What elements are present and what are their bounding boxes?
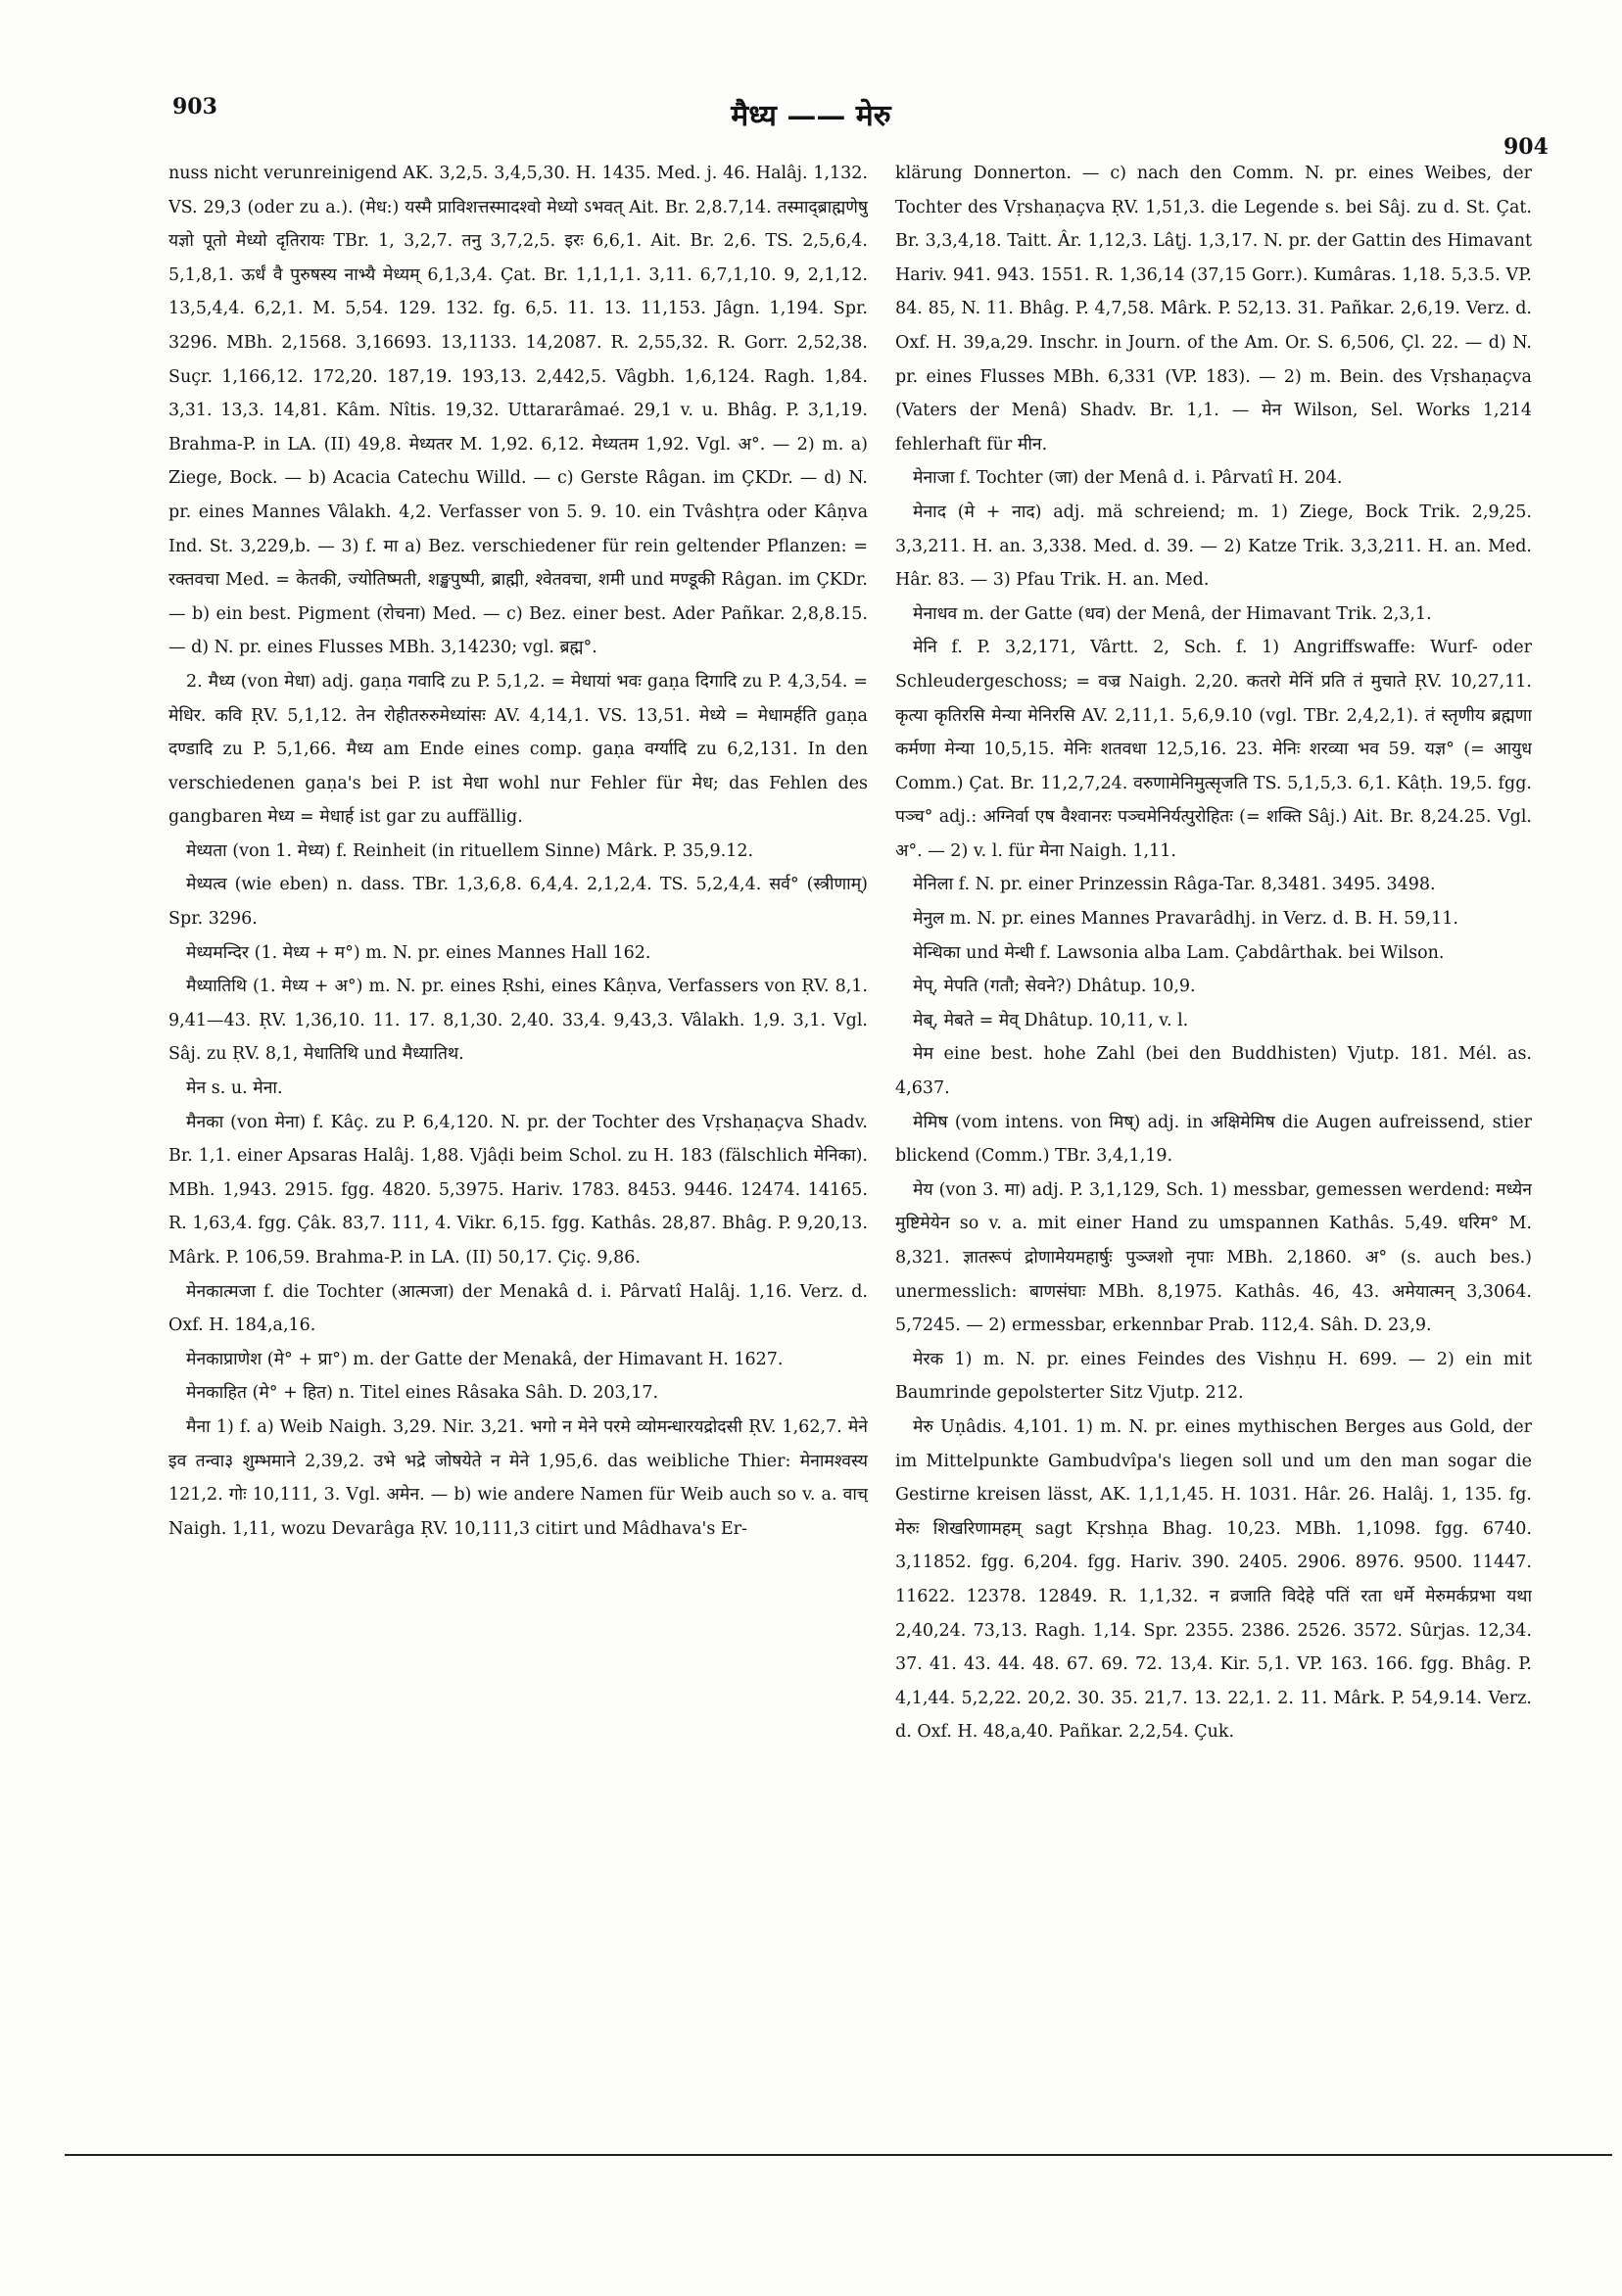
dictionary-entry: मेनाद (मे + नाद) adj. mä schreiend; m. 1) Ziege, Bock Trik. 2,9,25. 3,3,211. H. an. 3,338. Med. d. 39. — 2) Katze Trik. 3,3,211. H. an. Med. Hâr. 83. — 3) Pfau Trik. H. an. Med. <box>895 502 1532 591</box>
dictionary-entry: मेनकात्मजा f. die Tochter (आत्मजा) der Menakâ d. i. Pârvatî Halâj. 1,16. Verz. d. Oxf. H. 184,a,16. <box>168 1281 868 1336</box>
dictionary-entry: मेध्यत्व (wie eben) n. dass. TBr. 1,3,6,8. 6,4,4. 2,1,2,4. TS. 5,2,4,4. सर्व° (स्त्रीणाम्) Spr. 3296. <box>168 875 868 930</box>
dictionary-entry: मेप्, मेपति (गतौ; सेवने?) Dhâtup. 10,9. <box>913 977 1196 997</box>
dictionary-entry: मेनुल m. N. pr. eines Mannes Pravarâdhj. in Verz. d. B. H. 59,11. <box>913 909 1458 930</box>
dictionary-entry: klärung Donnerton. — c) nach den Comm. N. pr. eines Weibes, der Tochter des Vṛshaṇaçva ṚV. 1,51,3. die Legende s. bei Sâj. zu d. St. Çat. Br. 3,3,4,18. Taitt. Âr. 1,12,3. Lâṭj. 1,3,17. N. pr. der Gattin des Himavant Hariv. 941. 943. 1551. R. 1,36,14 (37,15 Gorr.). Kumâras. 1,18. 5,3.5. VP. 84. 85, N. 11. Bhâg. P. 4,7,58. Mârk. P. 52,13. 31. Pañkar. 2,6,19. Verz. d. Oxf. H. 39,a,29. Inschr. in Journ. of the Am. Or. S. 6,506, Çl. 22. — d) N. pr. eines Flusses MBh. 6,331 (VP. 183). — 2) m. Bein. des Vṛshaṇaçva (Vaters der Menâ) Shadv. Br. 1,1. — मेन Wilson, Sel. Works 1,214 fehlerhaft für मीन. <box>895 164 1532 454</box>
dictionary-entry: मेरक 1) m. N. pr. eines Feindes des Vishṇu H. 699. — 2) ein mit Baumrinde gepolsterter Sitz Vjutp. 212. <box>895 1349 1532 1404</box>
dictionary-entry: मेनि f. P. 3,2,171, Vârtt. 2, Sch. f. 1) Angriffswaffe: Wurf- oder Schleudergeschoss; = वज्र Naigh. 2,20. कतरो मेनिं प्रति तं मुचाते ṚV. 10,27,11. कृत्या कृतिरसि मेन्या मेनिरसि AV. 2,11,1. 5,6,9.10 (vgl. TBr. 2,4,2,1). तं स्तृणीय ब्रह्मणा कर्मणा मेन्या 10,5,15. मेनिः शतवधा 12,5,16. 23. मेनिः शरव्या भव 59. यज्ञ° (= आयुध Comm.) Çat. Br. 11,2,7,24. वरुणामेनिमुत्सृजति TS. 5,1,5,3. 6,1. Kâṭh. 19,5. fgg. पञ्च° adj.: अग्निर्वा एष वैश्वानरः पञ्चमेनिर्यत्पुरोहितः (= शक्ति Sâj.) Ait. Br. 8,24.25. Vgl. अ°. — 2) v. l. für मेना Naigh. 1,11. <box>895 638 1532 861</box>
dictionary-entry: मेय (von 3. मा) adj. P. 3,1,129, Sch. 1) messbar, gemessen werdend: मध्येन मुष्टिमेयेन so v. a. mit einer Hand zu umspannen Kathâs. 5,49. धरिम° M. 8,321. ज्ञातरूपं द्रोणामेयमहार्षुः पुञ्जशो नृपाः MBh. 2,1860. अ° (s. auch bes.) unermesslich: बाणसंघाः MBh. 8,1975. Kathâs. 46, 43. अमेयात्मन् 3,3064. 5,7245. — 2) ermessbar, erkennbar Prab. 112,4. Sâh. D. 23,9. <box>895 1179 1532 1336</box>
dictionary-entry: मेरु Uṇâdis. 4,101. 1) m. N. pr. eines mythischen Berges aus Gold, der im Mittelpunkte Gambudvîpa's liegen soll und um den man sogar die Gestirne kreisen lässt, AK. 1,1,1,45. H. 1031. Hâr. 26. Halâj. 1, 135. fg. मेरुः शिखरिणामहम् sagt Kṛshṇa Bhag. 10,23. MBh. 1,1098. fgg. 6740. 3,11852. fgg. 6,204. fgg. Hariv. 390. 2405. 2906. 8976. 9500. 11447. 11622. 12378. 12849. R. 1,1,32. न व्रजाति विदेहे पतिं रता धर्मे मेरुमर्कप्रभा यथा 2,40,24. 73,13. Ragh. 1,14. Spr. 2355. 2386. 2526. 3572. Sûrjas. 12,34. 37. 41. 43. 44. 48. 67. 69. 72. 13,4. Kir. 5,1. VP. 163. 166. fgg. Bhâg. P. 4,1,44. 5,2,22. 20,2. 30. 35. 21,7. 13. 22,1. 2. 11. Mârk. P. 54,9.14. Verz. d. Oxf. H. 48,a,40. Pañkar. 2,2,54. Çuk. <box>895 1416 1532 1743</box>
dictionary-entry: मेन्धिका und मेन्धी f. Lawsonia alba Lam. Çabdârthak. bei Wilson. <box>913 942 1445 963</box>
page-number-left: 903 <box>172 94 217 120</box>
dictionary-entry: 2. मैध्य (von मेधा) adj. gaṇa गवादि zu P. 5,1,2. = मेधायां भवः gaṇa दिगादि zu P. 4,3,54. = मेधिर. कवि ṚV. 5,1,12. तेन रोहीतरुरुमेध्यांसः AV. 4,14,1. VS. 13,51. मेध्ये = मेधामर्हति gaṇa दण्डादि zu P. 5,1,66. मैध्य am Ende eines comp. gaṇa वर्ग्यादि zu 6,2,131. In den verschiedenen gaṇa's bei P. ist मेधा wohl nur Fehler für मेध; das Fehlen des gangbaren मेध्य = मेधार्ह ist gar zu auffällig. <box>168 671 868 828</box>
dictionary-entry: मेनाजा f. Tochter (जा) der Menâ d. i. Pârvatî H. 204. <box>913 468 1343 489</box>
running-head: मैध्य —— मेरु <box>731 99 891 133</box>
dictionary-entry: मेम eine best. hohe Zahl (bei den Buddhisten) Vjutp. 181. Mél. as. 4,637. <box>895 1044 1532 1099</box>
dictionary-entry: मेन s. u. मेना. <box>186 1078 283 1099</box>
page-number-right: 904 <box>1503 134 1549 160</box>
dictionary-entry: nuss nicht verunreinigend AK. 3,2,5. 3,4,5,30. H. 1435. Med. j. 46. Halâj. 1,132. VS. 29,3 (oder zu a.). (मेध:) यस्मै प्राविशत्तस्मादश्वो मेध्यो ऽभवत् Ait. Br. 2,8.7,14. तस्माद्ब्राह्मणेषु यज्ञो पूतो मेध्यो दृतिरायः TBr. 1, 3,2,7. तनु 3,7,2,5. इरः 6,6,1. Ait. Br. 2,6. TS. 2,5,6,4. 5,1,8,1. ऊर्धं वै पुरुषस्य नाभ्यै मेध्यम् 6,1,3,4. Çat. Br. 1,1,1,1. 3,11. 6,7,1,10. 9, 2,1,12. 13,5,4,4. 6,2,1. M. 5,54. 129. 132. fg. 6,5. 11. 13. 11,153. Jâgn. 1,194. Spr. 3296. MBh. 2,1568. 3,16693. 13,1133. 14,2087. R. 2,55,32. R. Gorr. 2,52,38. Suçr. 1,166,12. 172,20. 187,19. 193,13. 2,442,5. Vâgbh. 1,6,124. Ragh. 1,84. 3,31. 13,3. 14,81. Kâm. Nîtis. 19,32. Uttararâmaé. 29,1 v. u. Bhâg. P. 3,1,19. Brahma-P. in LA. (II) 49,8. मेध्यतर M. 1,92. 6,12. मेध्यतम 1,92. Vgl. अ°. — 2) m. a) Ziege, Bock. — b) Acacia Catechu Willd. — c) Gerste Râgan. im ÇKDr. — d) N. pr. eines Mannes Vâlakh. 4,2. Verfasser von 5. 9. 10. ein Tvâshṭra oder Kâṇva Ind. St. 3,229,b. — 3) f. मा a) Bez. verschiedener für rein geltender Pflanzen: = रक्तवचा Med. = केतकी, ज्योतिष्मती, शङ्खपुष्पी, ब्राह्मी, श्वेतवचा, शमी und मण्डूकी Râgan. im ÇKDr. — b) ein best. Pigment (रोचना) Med. — c) Bez. einer best. Ader Pañkar. 2,8,8.15. — d) N. pr. eines Flusses MBh. 3,14230; vgl. ब्रह्म°. <box>168 164 868 658</box>
right-column <box>895 157 1532 2126</box>
dictionary-entry: मेनकाप्राणेश (मे° + प्रा°) m. der Gatte der Menakâ, der Himavant H. 1627. <box>186 1349 784 1369</box>
dictionary-entry: मेनिला f. N. pr. einer Prinzessin Râga-Tar. 8,3481. 3495. 3498. <box>913 875 1436 895</box>
dictionary-entry: मैध्यातिथि (1. मेध्य + अ°) m. N. pr. eines Ṛshi, eines Kâṇva, Verfassers von ṚV. 8,1. 9,41—43. ṚV. 1,36,10. 11. 17. 8,1,30. 2,40. 33,4. 9,43,3. Vâlakh. 1,9. 3,1. Vgl. Sâj. zu ṚV. 8,1, मेधातिथि und मैध्यातिथ. <box>168 977 868 1065</box>
dictionary-entry: मैनका (von मेना) f. Kâç. zu P. 6,4,120. N. pr. der Tochter des Vṛshaṇaçva Shadv. Br. 1,1. einer Apsaras Halâj. 1,88. Vjâḍi beim Schol. zu H. 183 (fälschlich मेनिका). MBh. 1,943. 2915. fgg. 4820. 5,3975. Hariv. 1783. 8453. 9446. 12474. 14165. R. 1,63,4. fgg. Çâk. 83,7. 111, 4. Vikr. 6,15. fgg. Kathâs. 28,87. Bhâg. P. 9,20,13. Mârk. P. 106,59. Brahma-P. in LA. (II) 50,17. Çiç. 9,86. <box>168 1112 868 1268</box>
left-column <box>168 157 868 2126</box>
dictionary-entry: मेनकाहित (मे° + हित) n. Titel eines Râsaka Sâh. D. 203,17. <box>186 1383 659 1404</box>
dictionary-entry: मैना 1) f. a) Weib Naigh. 3,29. Nir. 3,21. भगो न मेने परमे व्योमन्धारयद्रोदसी ṚV. 1,62,7. मेने इव तन्वा३ शुम्भमाने 2,39,2. उभे भद्रे जोषयेते न मेने 1,95,6. das weibliche Thier: मेनामश्वस्य 121,2. गोः 10,111, 3. Vgl. अमेन. — b) wie andere Namen für Weib auch so v. a. वाच् Naigh. 1,11, wozu Devarâga ṚV. 10,111,3 citirt und Mâdhava's Er- <box>168 1416 868 1539</box>
dictionary-entry: मेध्यता (von 1. मेध्य) f. Reinheit (in rituellem Sinne) Mârk. P. 35,9.12. <box>186 840 754 861</box>
bottom-rule <box>65 2154 1612 2156</box>
dictionary-entry: मेध्यमन्दिर (1. मेध्य + म°) m. N. pr. eines Mannes Hall 162. <box>186 942 651 963</box>
dictionary-entry: मेब्, मेबते = मेव् Dhâtup. 10,11, v. l. <box>913 1010 1189 1030</box>
dictionary-entry: मेमिष (vom intens. von मिष्) adj. in अक्षिमेमिष die Augen aufreissend, stier blickend (Comm.) TBr. 3,4,1,19. <box>895 1112 1532 1167</box>
dictionary-entry: मेनाधव m. der Gatte (धव) der Menâ, der Himavant Trik. 2,3,1. <box>913 603 1432 624</box>
